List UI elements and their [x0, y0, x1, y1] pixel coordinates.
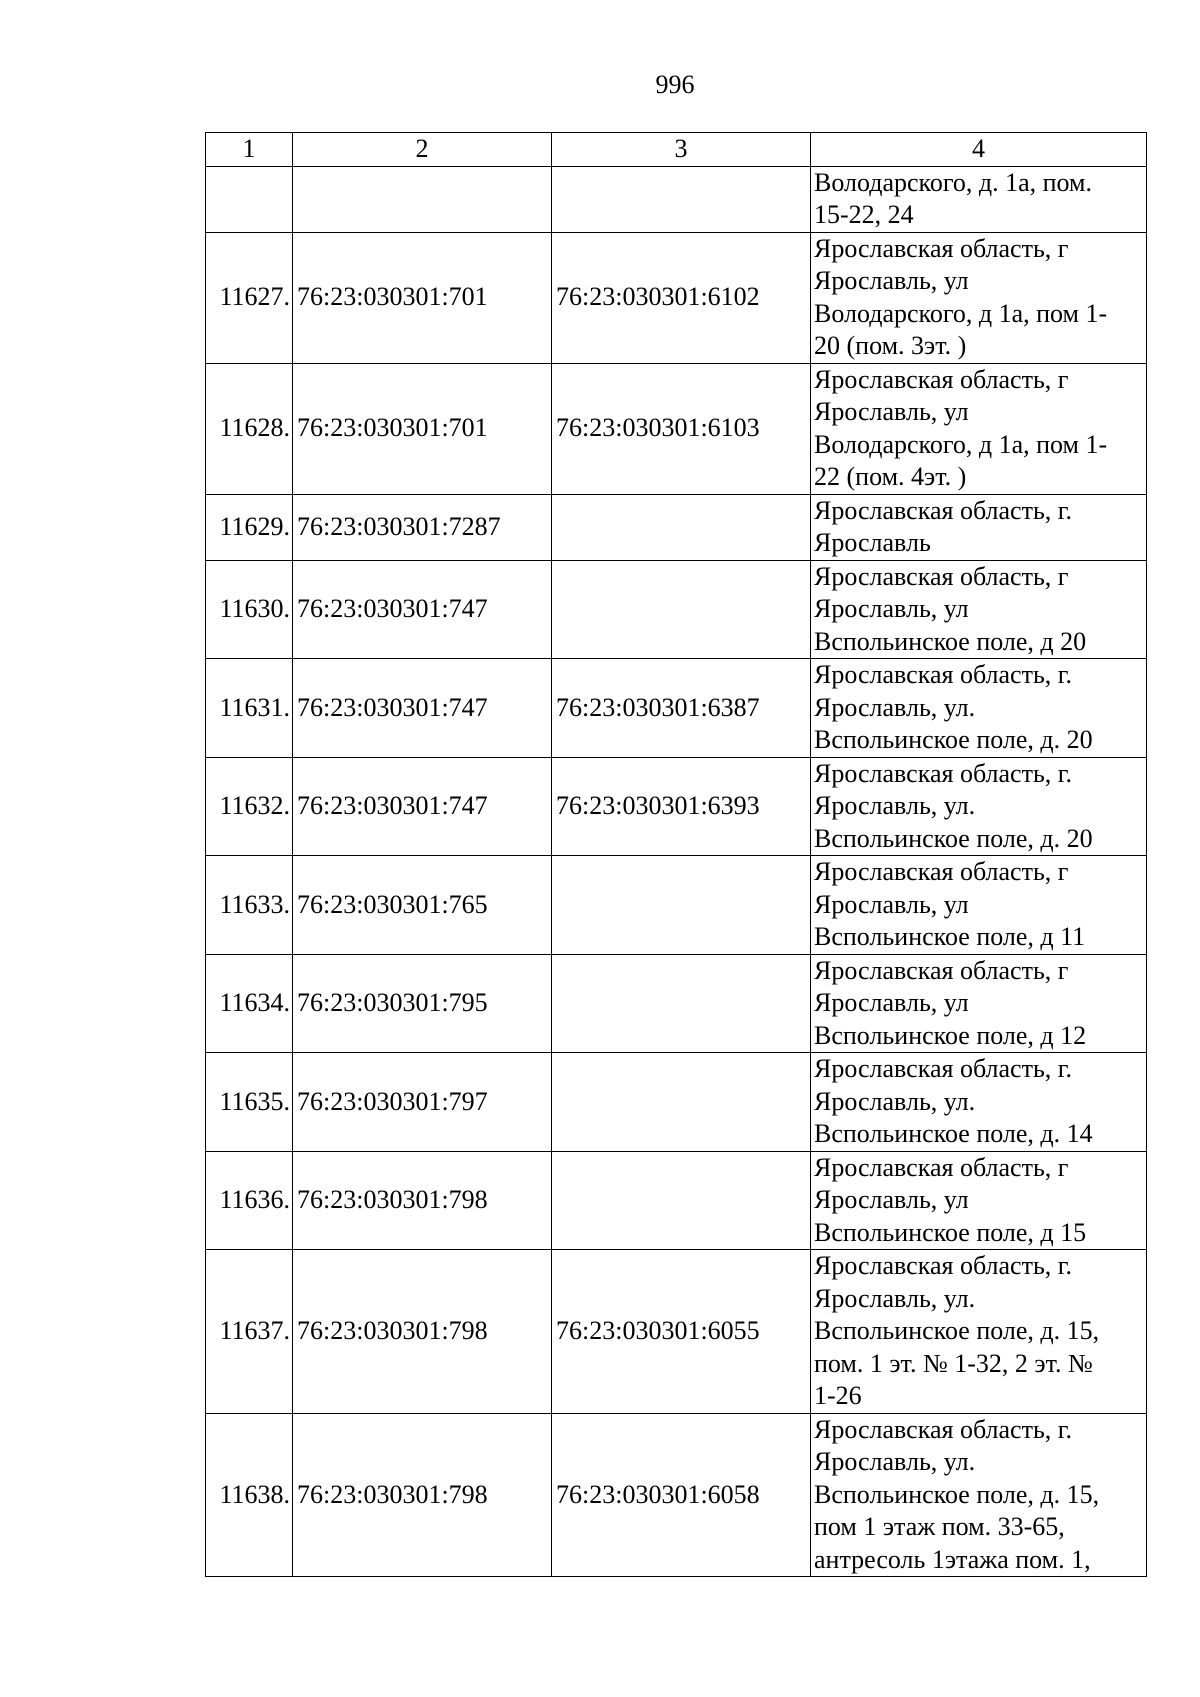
- cadastral-number-cell: 76:23:030301:797: [293, 1053, 552, 1152]
- table-row: [206, 166, 1147, 232]
- premises-cadastral-number-cell: [552, 1151, 811, 1250]
- table-row: [206, 1250, 1147, 1414]
- column-number-3: 3: [552, 133, 811, 167]
- cadastral-number-cell: 76:23:030301:7287: [293, 494, 552, 560]
- premises-cadastral-number-cell: [552, 560, 811, 659]
- premises-cadastral-number-cell: [552, 856, 811, 955]
- address-cell: Ярославская область, г Ярославль, ул Вспольинское поле, д 20: [811, 560, 1147, 659]
- column-number-1: 1: [206, 133, 293, 167]
- address-cell: Ярославская область, г Ярославль, ул Володарского, д 1а, пом 1- 20 (пом. 3эт. ): [811, 232, 1147, 363]
- row-number-cell: 11634.: [206, 954, 293, 1053]
- table-row: [206, 757, 1147, 856]
- address-cell: Володарского, д. 1а, пом. 15-22, 24: [811, 166, 1147, 232]
- cadastral-number-cell: [293, 166, 552, 232]
- page-number: 996: [655, 70, 695, 99]
- table-row: [206, 954, 1147, 1053]
- cadastral-number-cell: 76:23:030301:798: [293, 1250, 552, 1414]
- cadastral-number-cell: 76:23:030301:765: [293, 856, 552, 955]
- column-number-row: [206, 133, 1147, 167]
- address-cell: Ярославская область, г Ярославль, ул Вспольинское поле, д 12: [811, 954, 1147, 1053]
- row-number-cell: 11631.: [206, 659, 293, 758]
- premises-cadastral-number-cell: [552, 1053, 811, 1152]
- row-number-cell: 11628.: [206, 363, 293, 494]
- cadastral-number-cell: 76:23:030301:701: [293, 232, 552, 363]
- table-row: [206, 856, 1147, 955]
- table-row: [206, 232, 1147, 363]
- table-row: [206, 1151, 1147, 1250]
- address-cell: Ярославская область, г Ярославль, ул Вспольинское поле, д 15: [811, 1151, 1147, 1250]
- column-number-4: 4: [811, 133, 1147, 167]
- table-row: [206, 659, 1147, 758]
- premises-cadastral-number-cell: 76:23:030301:6058: [552, 1413, 811, 1577]
- row-number-cell: 11627.: [206, 232, 293, 363]
- premises-cadastral-number-cell: [552, 494, 811, 560]
- table-row: [206, 1413, 1147, 1577]
- address-cell: Ярославская область, г. Ярославль, ул. Вспольинское поле, д. 20: [811, 659, 1147, 758]
- row-number-cell: 11630.: [206, 560, 293, 659]
- address-cell: Ярославская область, г. Ярославль: [811, 494, 1147, 560]
- table-row: [206, 363, 1147, 494]
- column-number-2: 2: [293, 133, 552, 167]
- premises-cadastral-number-cell: [552, 166, 811, 232]
- row-number-cell: 11637.: [206, 1250, 293, 1414]
- row-number-cell: [206, 166, 293, 232]
- cadastral-number-cell: 76:23:030301:747: [293, 560, 552, 659]
- table-row: [206, 560, 1147, 659]
- address-cell: Ярославская область, г. Ярославль, ул. Вспольинское поле, д. 15, пом 1 этаж пом. 33-65, антресоль 1этажа пом. 1,: [811, 1413, 1147, 1577]
- address-cell: Ярославская область, г Ярославль, ул Вспольинское поле, д 11: [811, 856, 1147, 955]
- cadastral-number-cell: 76:23:030301:747: [293, 659, 552, 758]
- cadastral-number-cell: 76:23:030301:798: [293, 1413, 552, 1577]
- registry-table-body: [206, 133, 1147, 1577]
- address-cell: Ярославская область, г. Ярославль, ул. Вспольинское поле, д. 20: [811, 757, 1147, 856]
- premises-cadastral-number-cell: 76:23:030301:6393: [552, 757, 811, 856]
- row-number-cell: 11635.: [206, 1053, 293, 1152]
- premises-cadastral-number-cell: [552, 954, 811, 1053]
- row-number-cell: 11638.: [206, 1413, 293, 1577]
- premises-cadastral-number-cell: 76:23:030301:6055: [552, 1250, 811, 1414]
- cadastral-number-cell: 76:23:030301:795: [293, 954, 552, 1053]
- cadastral-number-cell: 76:23:030301:747: [293, 757, 552, 856]
- row-number-cell: 11633.: [206, 856, 293, 955]
- row-number-cell: 11629.: [206, 494, 293, 560]
- cadastral-number-cell: 76:23:030301:798: [293, 1151, 552, 1250]
- row-number-cell: 11636.: [206, 1151, 293, 1250]
- cadastral-number-cell: 76:23:030301:701: [293, 363, 552, 494]
- address-cell: Ярославская область, г. Ярославль, ул. Вспольинское поле, д. 15, пом. 1 эт. № 1-32, 2 эт. № 1-26: [811, 1250, 1147, 1414]
- premises-cadastral-number-cell: 76:23:030301:6103: [552, 363, 811, 494]
- premises-cadastral-number-cell: 76:23:030301:6387: [552, 659, 811, 758]
- row-number-cell: 11632.: [206, 757, 293, 856]
- premises-cadastral-number-cell: 76:23:030301:6102: [552, 232, 811, 363]
- table-row: [206, 1053, 1147, 1152]
- registry-table: [205, 132, 1147, 1577]
- table-row: [206, 494, 1147, 560]
- address-cell: Ярославская область, г Ярославль, ул Володарского, д 1а, пом 1- 22 (пом. 4эт. ): [811, 363, 1147, 494]
- address-cell: Ярославская область, г. Ярославль, ул. Вспольинское поле, д. 14: [811, 1053, 1147, 1152]
